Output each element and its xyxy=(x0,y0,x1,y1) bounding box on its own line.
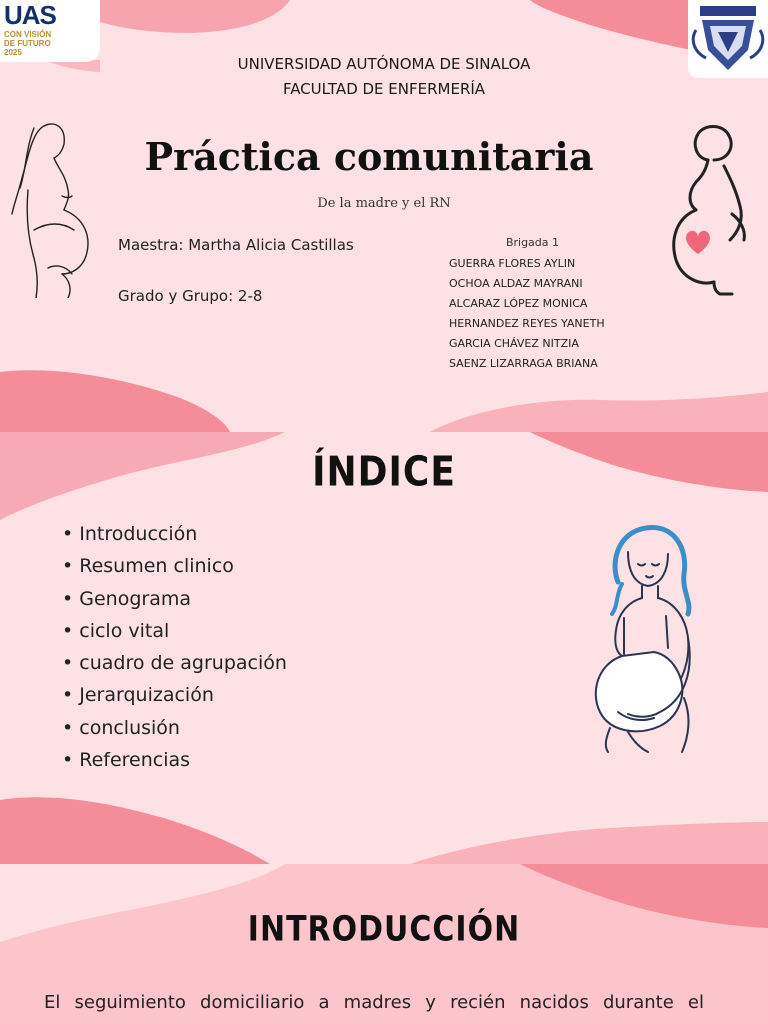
member-item: HERNANDEZ REYES YANETH xyxy=(449,317,605,330)
teacher-line: Maestra: Martha Alicia Castillas xyxy=(118,236,354,254)
toc-item: • Referencias xyxy=(62,744,287,776)
introduction-slide xyxy=(0,864,768,1024)
group-line: Grado y Grupo: 2-8 xyxy=(118,287,263,305)
member-item: GUERRA FLORES AYLIN xyxy=(449,257,576,270)
toc-item: • Jerarquización xyxy=(62,679,287,711)
member-item: ALCARAZ LÓPEZ MONICA xyxy=(449,297,588,310)
introduction-paragraph: El seguimiento domiciliario a madres y recién nacidos durante el xyxy=(44,992,704,1013)
member-item: GARCIA CHÁVEZ NITZIA xyxy=(449,337,579,350)
faculty-name: FACULTAD DE ENFERMERÍA xyxy=(282,80,486,98)
brigade-label: Brigada 1 xyxy=(505,236,560,249)
member-item: SAENZ LIZARRAGA BRIANA xyxy=(449,357,598,370)
toc-item: • Resumen clinico xyxy=(62,550,287,582)
pregnant-woman-illustration xyxy=(588,522,710,754)
index-slide xyxy=(0,432,768,864)
heart-icon xyxy=(686,231,710,254)
index-heading: ÍNDICE xyxy=(312,448,456,497)
uas-logo-motto: CON VISIÓN DE FUTURO 2025 xyxy=(4,30,52,57)
toc-item: • cuadro de agrupación xyxy=(62,647,287,679)
toc-item: • ciclo vital xyxy=(62,615,287,647)
institution-header xyxy=(0,52,768,102)
toc-item: • Introducción xyxy=(62,518,287,550)
toc-item: • Genograma xyxy=(62,583,287,615)
page-subtitle: De la madre y el RN xyxy=(317,196,451,211)
page-title: Práctica comunitaria xyxy=(144,134,594,179)
introduction-heading: INTRODUCCIÓN xyxy=(247,909,521,950)
member-item: OCHOA ALDAZ MAYRANI xyxy=(449,277,583,290)
table-of-contents xyxy=(62,518,287,776)
uas-logo-text: UAS xyxy=(4,0,56,30)
cover-slide xyxy=(0,0,768,432)
toc-item: • conclusión xyxy=(62,712,287,744)
university-name: UNIVERSIDAD AUTÓNOMA DE SINALOA xyxy=(237,55,531,73)
brigade-members-list xyxy=(449,254,605,374)
